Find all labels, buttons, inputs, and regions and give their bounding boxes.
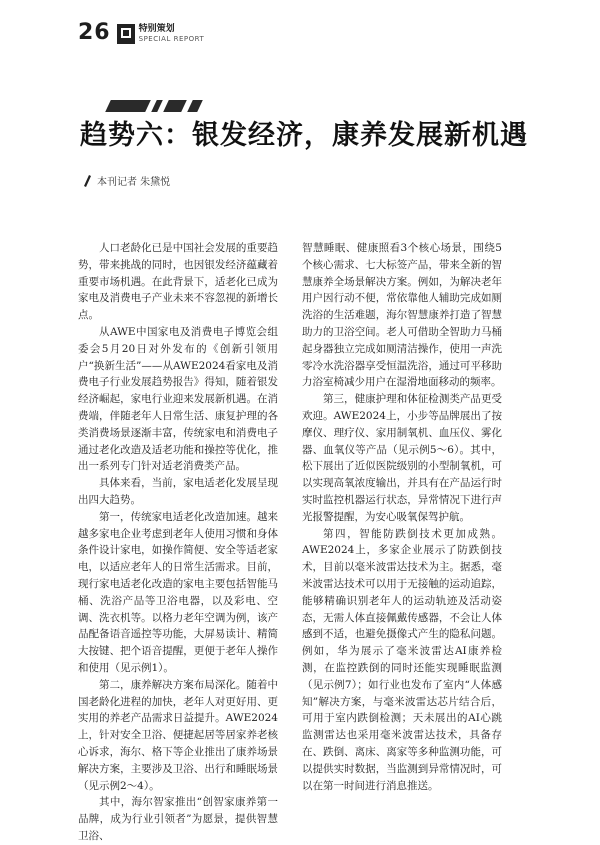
paragraph: 第三，健康护理和体征检测类产品更受欢迎。AWE2024上，小步等品牌展出了按摩仪、理疗仪、家用制氧机、血压仪、雾化器、血氧仪等产品（见示例5～6）。其中，松下展出了近似医院级别的小型制氧机，可以实现高氧浓度输出，并具有在产品运行时实时监控机器运行状态，异常情况下进行声光报警提醒，为安心吸氧保驾护航。	[302, 393, 502, 523]
paragraph: 智慧睡眠、健康照看3个核心场景，围绕5个核心需求、七大标签产品，带来全新的智慧康养全场景解决方案。例如，为解决老年用户因行动不便，常依靠他人辅助完成如厕洗浴的生活难题，海尔智慧康养打造了智慧助力的卫浴空间。老人可借助全智助力马桶起身器独立完成如厕清洁操作，使用一声洗零冷水洗浴器享受恒温洗浴，通过可平移助力浴室椅减少用户在湿滑地面移动的频率。	[302, 242, 502, 389]
paragraph: 其中，海尔智家推出“创智家康养第一品牌，成为行业引领者”为愿景，提供智慧卫浴、	[78, 796, 278, 842]
section-logo-icon	[117, 24, 135, 44]
article-title: 趋势六：银发经济，康养发展新机遇	[80, 120, 528, 151]
paragraph: 人口老龄化已是中国社会发展的重要趋势，带来挑战的同时，也因银发经济蕴藏着重要市场机遇。在此背景下，适老化已成为家电及消费电子产业未来不容忽视的新增长点。	[78, 242, 278, 322]
column-name-cn: 特别策划	[138, 24, 175, 34]
pen-icon	[83, 175, 91, 187]
column-label	[139, 24, 205, 44]
paragraph: 第一，传统家电适老化改造加速。越来越多家电企业考虑到老年人使用习惯和身体条件设计家电，如操作简便、安全等适老家电，以适应老年人的日常生活需求。目前，现行家电适老化改造的家电主要包括智能马桶、洗浴产品等卫浴电器，以及彩电、空调、洗衣机等。以格力老年空调为例，该产品配备语音遥控等功能，大屏易读计、精简大按键、把个语音提醒，更便于老年人操作和使用（见示例1）。	[78, 510, 278, 674]
decorative-band	[108, 100, 200, 112]
page-number: 26	[78, 20, 111, 45]
page-header	[78, 18, 204, 44]
body-column-left	[78, 240, 278, 845]
column-name-en: SPECIAL REPORT	[138, 35, 205, 43]
body-column-right	[302, 240, 502, 794]
paragraph: 具体来看，当前，家电适老化发展呈现出四大趋势。	[78, 477, 278, 506]
byline	[83, 173, 170, 188]
paragraph: 从AWE中国家电及消费电子博览会组委会5月20日对外发布的《创新引领用户“换新生活”——从AWE2024看家电及消费电子行业发展趋势报告》得知，随着银发经济崛起，家电行业迎来发展新机遇。在消费端，伴随老年人日常生活、康复护理的各类消费场景逐渐丰富，传统家电和消费电子通过老化改造及适老功能和操控等优化，推出一系列专门针对适老消费类产品。	[78, 325, 278, 473]
paragraph: 第四，智能防跌倒技术更加成熟。AWE2024上，多家企业展示了防跌倒技术，目前以毫米波雷达技术为主。据悉，毫米波雷达技术可以用于无接触的运动追踪，能够精确识别老年人的运动轨迹及活动姿态，无需人体直接佩戴传感器，不会让人体感到不适，也避免摄像式产生的隐私问题。例如，华为展示了毫米波雷达AI康养检测，在监控跌倒的同时还能实现睡眠监测（见示例7）；如行业也发布了室内“人体感知”解决方案，与毫米波雷达芯片结合后，可用于室内跌倒检测；天未展出的AI心跳监测雷达也采用毫米波雷达技术，具备存在、跌倒、离床、离家等多种监测功能，可以提供实时数据，当监测到异常情况时，可以在第一时间进行消息推送。	[302, 527, 502, 792]
byline-text: 本刊记者 朱黛悦	[97, 177, 171, 188]
paragraph: 第二，康养解决方案布局深化。随着中国老龄化进程的加快，老年人对更好用、更实用的养老产品需求日益提升。AWE2024上，针对安全卫浴、便捷起居等居家养老核心诉求，海尔、格下等企业推出了康养场景解决方案，主要涉及卫浴、出行和睡眠场景（见示例2～4）。	[78, 678, 278, 792]
